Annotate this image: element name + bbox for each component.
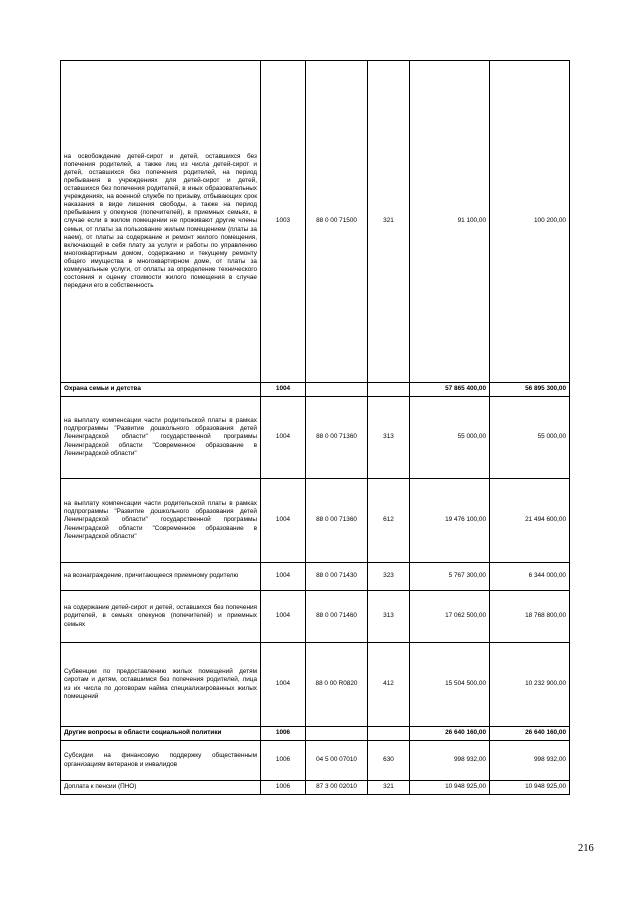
row-section: 1006 xyxy=(261,727,306,741)
row-target: 88 0 00 71500 xyxy=(306,61,368,383)
row-section: 1004 xyxy=(261,563,306,591)
row-section: 1004 xyxy=(261,383,306,397)
table-row xyxy=(61,591,570,643)
row-description: Субвенции по предоставлению жилых помещений детям сиротам и детям, оставшимся без попечения родителей, лица из их числа по договорам найма специализированных жилых помещений xyxy=(61,643,261,727)
row-sum-1: 19 476 100,00 xyxy=(410,479,490,563)
row-sum-1: 55 000,00 xyxy=(410,397,490,479)
row-sum-2: 998 932,00 xyxy=(490,741,570,781)
row-sum-2: 10 232 900,00 xyxy=(490,643,570,727)
row-target: 87 3 00 02010 xyxy=(306,781,368,795)
row-section: 1003 xyxy=(261,61,306,383)
row-kind xyxy=(368,383,410,397)
row-kind: 630 xyxy=(368,741,410,781)
row-target: 88 0 00 71430 xyxy=(306,563,368,591)
row-description: на содержание детей-сирот и детей, оставшихся без попечения родителей, в семьях опекунов (попечителей) и приемных семьях xyxy=(61,591,261,643)
row-description: Доплата к пенсии (ПНО) xyxy=(61,781,261,795)
row-sum-2: 55 000,00 xyxy=(490,397,570,479)
budget-table xyxy=(60,60,570,795)
row-kind: 321 xyxy=(368,781,410,795)
row-kind: 612 xyxy=(368,479,410,563)
row-sum-2: 10 948 925,00 xyxy=(490,781,570,795)
row-sum-1: 5 767 300,00 xyxy=(410,563,490,591)
row-target xyxy=(306,383,368,397)
row-sum-1: 91 100,00 xyxy=(410,61,490,383)
page-number: 216 xyxy=(578,843,594,854)
row-kind: 412 xyxy=(368,643,410,727)
row-sum-2: 100 200,00 xyxy=(490,61,570,383)
row-section: 1004 xyxy=(261,591,306,643)
row-sum-2: 18 768 800,00 xyxy=(490,591,570,643)
table-row xyxy=(61,727,570,741)
row-description: на освобождение детей-сирот и детей, оставшихся без попечения родителей, а также лиц из числа детей-сирот и детей, оставшихся без попечения родителей, на период пребывания в учреждениях для детей-сирот и детей, оставшихся без попечения родителей, в иных образовательных учреждениях, на военной службе по призыву, отбывающих срок наказания в виде лишения свободы, а также на период пребывания у опекунов (попечителей), в приемных семьях, в случае если в жилом помещении не проживают другие члены семьи, от платы за пользование жилым помещением (платы за наем), от платы за содержание и ремонт жилого помещения, включающей в себя плату за услуги и работы по управлению многоквартирным домом, содержанию и текущему ремонту общего имущества в многоквартирном доме, от платы за коммунальные услуги, от оплаты за определение технического состояния и оценку стоимости жилого помещения в случае передачи его в собственность xyxy=(61,61,261,383)
row-sum-2: 21 494 600,00 xyxy=(490,479,570,563)
row-section: 1004 xyxy=(261,397,306,479)
row-description: Субсидии на финансовую поддержку общественным организациям ветеранов и инвалидов xyxy=(61,741,261,781)
row-description: на выплату компенсации части родительской платы в рамках подпрограммы "Развитие дошкольного образования детей Ленинградской области" государственной программы Ленинградской области "Современное образование в Ленинградской области" xyxy=(61,479,261,563)
row-target: 88 0 00 71360 xyxy=(306,397,368,479)
row-target xyxy=(306,727,368,741)
row-section: 1006 xyxy=(261,741,306,781)
table-row xyxy=(61,643,570,727)
row-sum-1: 26 640 160,00 xyxy=(410,727,490,741)
row-description: Другие вопросы в области социальной политики xyxy=(61,727,261,741)
row-sum-2: 26 640 160,00 xyxy=(490,727,570,741)
row-kind: 313 xyxy=(368,397,410,479)
row-target: 88 0 00 71460 xyxy=(306,591,368,643)
row-section: 1004 xyxy=(261,479,306,563)
row-section: 1006 xyxy=(261,781,306,795)
table-row xyxy=(61,383,570,397)
row-description: на выплату компенсации части родительской платы в рамках подпрограммы "Развитие дошкольного образования детей Ленинградской области" государственной программы Ленинградской области "Современное образование в Ленинградской области" xyxy=(61,397,261,479)
row-target: 88 0 00 R0820 xyxy=(306,643,368,727)
row-kind xyxy=(368,727,410,741)
row-target: 04 5 00 07010 xyxy=(306,741,368,781)
row-sum-1: 57 865 400,00 xyxy=(410,383,490,397)
row-kind: 321 xyxy=(368,61,410,383)
row-description: Охрана семьи и детства xyxy=(61,383,261,397)
row-target: 88 0 00 71360 xyxy=(306,479,368,563)
table-row xyxy=(61,479,570,563)
table-row xyxy=(61,741,570,781)
row-kind: 323 xyxy=(368,563,410,591)
row-sum-2: 6 344 000,00 xyxy=(490,563,570,591)
row-kind: 313 xyxy=(368,591,410,643)
table-row xyxy=(61,61,570,383)
table-row xyxy=(61,397,570,479)
row-sum-1: 998 932,00 xyxy=(410,741,490,781)
row-sum-2: 56 895 300,00 xyxy=(490,383,570,397)
row-section: 1004 xyxy=(261,643,306,727)
row-sum-1: 15 504 500,00 xyxy=(410,643,490,727)
table-row xyxy=(61,781,570,795)
row-description: на вознаграждение, причитающееся приемному родителю xyxy=(61,563,261,591)
row-sum-1: 10 948 925,00 xyxy=(410,781,490,795)
row-sum-1: 17 062 500,00 xyxy=(410,591,490,643)
table-row xyxy=(61,563,570,591)
